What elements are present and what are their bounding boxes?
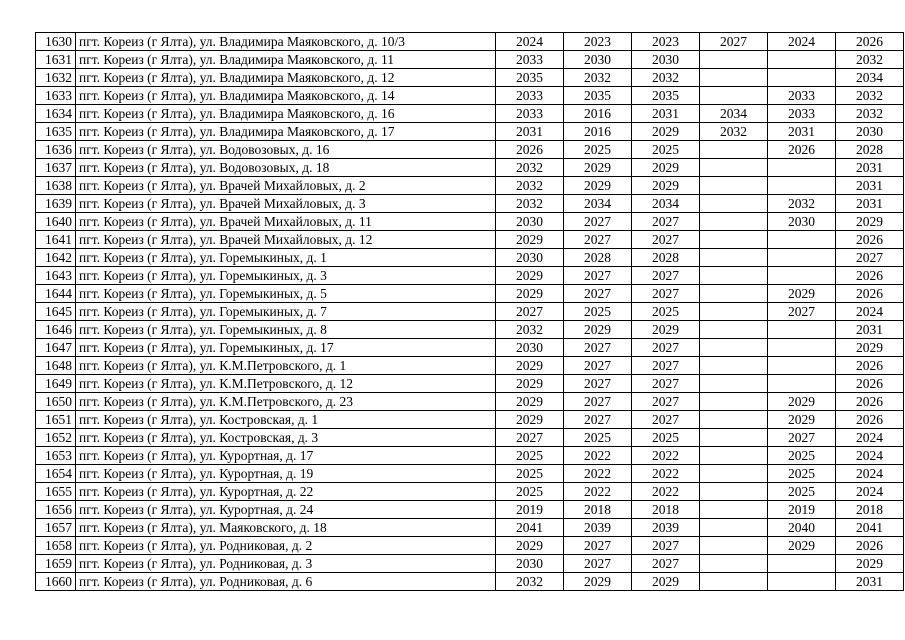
- row-year-col-1: 2033: [496, 105, 564, 123]
- row-year-col-3: 2029: [632, 123, 700, 141]
- row-year-col-4: [700, 213, 768, 231]
- table-row: [36, 33, 904, 51]
- row-number: 1655: [36, 483, 76, 501]
- row-year-col-2: 2029: [564, 159, 632, 177]
- table-body: [36, 33, 904, 591]
- table-row: [36, 249, 904, 267]
- table-row: [36, 339, 904, 357]
- row-address: пгт. Кореиз (г Ялта), ул. Горемыкиных, д. 1: [76, 249, 496, 267]
- row-year-col-2: 2032: [564, 69, 632, 87]
- row-year-col-6: 2029: [836, 339, 904, 357]
- row-address: пгт. Кореиз (г Ялта), ул. Горемыкиных, д. 17: [76, 339, 496, 357]
- row-year-col-2: 2027: [564, 537, 632, 555]
- row-year-col-3: 2039: [632, 519, 700, 537]
- row-address: пгт. Кореиз (г Ялта), ул. Горемыкиных, д. 7: [76, 303, 496, 321]
- row-year-col-1: 2029: [496, 537, 564, 555]
- row-number: 1634: [36, 105, 76, 123]
- row-year-col-6: 2026: [836, 375, 904, 393]
- row-number: 1633: [36, 87, 76, 105]
- row-number: 1654: [36, 465, 76, 483]
- table-row: [36, 51, 904, 69]
- row-year-col-3: 2029: [632, 177, 700, 195]
- row-year-col-1: 2027: [496, 429, 564, 447]
- row-year-col-4: [700, 195, 768, 213]
- row-year-col-2: 2029: [564, 573, 632, 591]
- row-year-col-3: 2027: [632, 231, 700, 249]
- row-year-col-4: [700, 555, 768, 573]
- row-year-col-2: 2027: [564, 357, 632, 375]
- row-year-col-3: 2027: [632, 267, 700, 285]
- row-year-col-2: 2029: [564, 321, 632, 339]
- row-year-col-3: 2027: [632, 357, 700, 375]
- row-year-col-5: 2027: [768, 303, 836, 321]
- row-year-col-2: 2027: [564, 285, 632, 303]
- row-year-col-3: 2027: [632, 411, 700, 429]
- row-year-col-5: 2025: [768, 465, 836, 483]
- row-address: пгт. Кореиз (г Ялта), ул. Владимира Маяковского, д. 11: [76, 51, 496, 69]
- row-year-col-5: 2032: [768, 195, 836, 213]
- row-year-col-4: [700, 357, 768, 375]
- row-number: 1658: [36, 537, 76, 555]
- row-year-col-3: 2025: [632, 429, 700, 447]
- row-year-col-1: 2029: [496, 357, 564, 375]
- row-address: пгт. Кореиз (г Ялта), ул. Костровская, д. 3: [76, 429, 496, 447]
- row-year-col-5: [768, 573, 836, 591]
- row-year-col-5: 2029: [768, 411, 836, 429]
- row-year-col-1: 2029: [496, 285, 564, 303]
- row-year-col-2: 2027: [564, 339, 632, 357]
- row-year-col-1: 2024: [496, 33, 564, 51]
- row-number: 1635: [36, 123, 76, 141]
- row-year-col-3: 2022: [632, 483, 700, 501]
- table-row: [36, 501, 904, 519]
- row-year-col-1: 2032: [496, 321, 564, 339]
- table-row: [36, 123, 904, 141]
- row-year-col-4: [700, 537, 768, 555]
- table-row: [36, 303, 904, 321]
- row-year-col-4: [700, 87, 768, 105]
- row-year-col-6: 2031: [836, 195, 904, 213]
- row-number: 1642: [36, 249, 76, 267]
- row-year-col-1: 2031: [496, 123, 564, 141]
- row-number: 1656: [36, 501, 76, 519]
- row-year-col-5: [768, 339, 836, 357]
- row-year-col-6: 2030: [836, 123, 904, 141]
- table-row: [36, 411, 904, 429]
- row-year-col-1: 2030: [496, 213, 564, 231]
- row-number: 1643: [36, 267, 76, 285]
- row-year-col-1: 2030: [496, 249, 564, 267]
- table-row: [36, 357, 904, 375]
- schedule-table-wrapper: [35, 32, 904, 591]
- row-year-col-4: [700, 375, 768, 393]
- row-year-col-2: 2016: [564, 105, 632, 123]
- row-year-col-2: 2027: [564, 213, 632, 231]
- row-year-col-5: 2040: [768, 519, 836, 537]
- table-row: [36, 321, 904, 339]
- table-row: [36, 141, 904, 159]
- row-year-col-3: 2027: [632, 213, 700, 231]
- row-year-col-1: 2029: [496, 393, 564, 411]
- row-year-col-1: 2025: [496, 447, 564, 465]
- row-year-col-2: 2030: [564, 51, 632, 69]
- row-year-col-5: 2033: [768, 105, 836, 123]
- row-year-col-3: 2027: [632, 537, 700, 555]
- row-year-col-4: 2027: [700, 33, 768, 51]
- row-year-col-4: 2032: [700, 123, 768, 141]
- row-year-col-4: [700, 465, 768, 483]
- row-address: пгт. Кореиз (г Ялта), ул. Горемыкиных, д. 3: [76, 267, 496, 285]
- row-number: 1639: [36, 195, 76, 213]
- row-year-col-1: 2029: [496, 267, 564, 285]
- row-year-col-5: [768, 249, 836, 267]
- row-year-col-2: 2027: [564, 267, 632, 285]
- row-number: 1644: [36, 285, 76, 303]
- table-row: [36, 555, 904, 573]
- row-year-col-5: 2029: [768, 537, 836, 555]
- row-year-col-1: 2019: [496, 501, 564, 519]
- row-year-col-3: 2027: [632, 339, 700, 357]
- row-year-col-3: 2027: [632, 555, 700, 573]
- row-year-col-3: 2031: [632, 105, 700, 123]
- row-address: пгт. Кореиз (г Ялта), ул. Владимира Маяковского, д. 14: [76, 87, 496, 105]
- row-year-col-4: [700, 339, 768, 357]
- row-year-col-6: 2024: [836, 465, 904, 483]
- schedule-table: [35, 32, 904, 591]
- row-year-col-6: 2026: [836, 231, 904, 249]
- row-number: 1652: [36, 429, 76, 447]
- row-year-col-2: 2022: [564, 465, 632, 483]
- row-address: пгт. Кореиз (г Ялта), ул. Владимира Маяковского, д. 16: [76, 105, 496, 123]
- row-year-col-4: [700, 483, 768, 501]
- row-address: пгт. Кореиз (г Ялта), ул. Курортная, д. 17: [76, 447, 496, 465]
- row-year-col-6: 2027: [836, 249, 904, 267]
- row-number: 1659: [36, 555, 76, 573]
- row-year-col-6: 2026: [836, 357, 904, 375]
- row-year-col-5: 2025: [768, 483, 836, 501]
- row-year-col-6: 2024: [836, 447, 904, 465]
- row-year-col-2: 2023: [564, 33, 632, 51]
- row-year-col-6: 2029: [836, 213, 904, 231]
- row-year-col-1: 2033: [496, 51, 564, 69]
- row-year-col-6: 2024: [836, 429, 904, 447]
- row-year-col-1: 2030: [496, 339, 564, 357]
- row-year-col-5: 2029: [768, 393, 836, 411]
- row-address: пгт. Кореиз (г Ялта), ул. Костровская, д. 1: [76, 411, 496, 429]
- table-row: [36, 519, 904, 537]
- row-year-col-3: 2022: [632, 465, 700, 483]
- row-year-col-6: 2026: [836, 33, 904, 51]
- row-year-col-1: 2032: [496, 573, 564, 591]
- table-row: [36, 69, 904, 87]
- row-year-col-1: 2035: [496, 69, 564, 87]
- row-year-col-2: 2022: [564, 447, 632, 465]
- row-year-col-5: [768, 321, 836, 339]
- row-year-col-6: 2031: [836, 177, 904, 195]
- row-year-col-2: 2027: [564, 393, 632, 411]
- row-year-col-5: 2025: [768, 447, 836, 465]
- row-year-col-3: 2028: [632, 249, 700, 267]
- row-year-col-4: [700, 573, 768, 591]
- row-address: пгт. Кореиз (г Ялта), ул. Родниковая, д. 2: [76, 537, 496, 555]
- row-number: 1638: [36, 177, 76, 195]
- row-year-col-4: 2034: [700, 105, 768, 123]
- row-year-col-1: 2025: [496, 465, 564, 483]
- row-year-col-6: 2026: [836, 537, 904, 555]
- table-row: [36, 267, 904, 285]
- row-number: 1646: [36, 321, 76, 339]
- row-year-col-1: 2027: [496, 303, 564, 321]
- row-year-col-5: 2027: [768, 429, 836, 447]
- row-year-col-5: [768, 555, 836, 573]
- table-row: [36, 105, 904, 123]
- row-year-col-6: 2031: [836, 573, 904, 591]
- row-year-col-6: 2032: [836, 51, 904, 69]
- table-row: [36, 87, 904, 105]
- row-year-col-4: [700, 231, 768, 249]
- row-year-col-3: 2027: [632, 375, 700, 393]
- row-year-col-1: 2026: [496, 141, 564, 159]
- row-year-col-4: [700, 447, 768, 465]
- row-address: пгт. Кореиз (г Ялта), ул. Врачей Михайловых, д. 3: [76, 195, 496, 213]
- row-year-col-3: 2027: [632, 393, 700, 411]
- row-address: пгт. Кореиз (г Ялта), ул. Владимира Маяковского, д. 17: [76, 123, 496, 141]
- row-year-col-5: 2026: [768, 141, 836, 159]
- row-number: 1649: [36, 375, 76, 393]
- row-year-col-5: [768, 69, 836, 87]
- table-row: [36, 231, 904, 249]
- table-row: [36, 465, 904, 483]
- row-year-col-1: 2029: [496, 411, 564, 429]
- row-year-col-3: 2025: [632, 141, 700, 159]
- row-address: пгт. Кореиз (г Ялта), ул. Горемыкиных, д. 5: [76, 285, 496, 303]
- row-year-col-3: 2032: [632, 69, 700, 87]
- row-number: 1641: [36, 231, 76, 249]
- row-year-col-4: [700, 285, 768, 303]
- row-address: пгт. Кореиз (г Ялта), ул. К.М.Петровского, д. 1: [76, 357, 496, 375]
- table-row: [36, 537, 904, 555]
- row-number: 1650: [36, 393, 76, 411]
- table-row: [36, 483, 904, 501]
- row-year-col-3: 2023: [632, 33, 700, 51]
- row-number: 1648: [36, 357, 76, 375]
- row-year-col-4: [700, 51, 768, 69]
- row-year-col-2: 2027: [564, 231, 632, 249]
- row-year-col-3: 2018: [632, 501, 700, 519]
- row-number: 1653: [36, 447, 76, 465]
- row-year-col-6: 2032: [836, 105, 904, 123]
- row-address: пгт. Кореиз (г Ялта), ул. К.М.Петровского, д. 12: [76, 375, 496, 393]
- row-year-col-1: 2029: [496, 231, 564, 249]
- row-year-col-4: [700, 249, 768, 267]
- row-year-col-4: [700, 69, 768, 87]
- row-year-col-1: 2030: [496, 555, 564, 573]
- row-address: пгт. Кореиз (г Ялта), ул. Водовозовых, д. 16: [76, 141, 496, 159]
- row-address: пгт. Кореиз (г Ялта), ул. Врачей Михайловых, д. 2: [76, 177, 496, 195]
- table-row: [36, 375, 904, 393]
- row-year-col-5: [768, 159, 836, 177]
- row-number: 1630: [36, 33, 76, 51]
- row-year-col-6: 2026: [836, 267, 904, 285]
- row-year-col-3: 2027: [632, 285, 700, 303]
- row-number: 1660: [36, 573, 76, 591]
- row-year-col-1: 2029: [496, 375, 564, 393]
- row-year-col-3: 2029: [632, 573, 700, 591]
- table-row: [36, 177, 904, 195]
- row-year-col-6: 2024: [836, 483, 904, 501]
- row-year-col-5: 2031: [768, 123, 836, 141]
- table-row: [36, 447, 904, 465]
- row-year-col-4: [700, 267, 768, 285]
- row-year-col-5: 2033: [768, 87, 836, 105]
- row-year-col-4: [700, 519, 768, 537]
- row-year-col-5: [768, 267, 836, 285]
- row-year-col-3: 2025: [632, 303, 700, 321]
- row-year-col-4: [700, 501, 768, 519]
- row-year-col-5: [768, 51, 836, 69]
- row-address: пгт. Кореиз (г Ялта), ул. Родниковая, д. 6: [76, 573, 496, 591]
- row-year-col-1: 2025: [496, 483, 564, 501]
- row-year-col-1: 2041: [496, 519, 564, 537]
- row-number: 1636: [36, 141, 76, 159]
- row-number: 1651: [36, 411, 76, 429]
- row-year-col-2: 2027: [564, 555, 632, 573]
- row-year-col-4: [700, 159, 768, 177]
- row-year-col-1: 2032: [496, 195, 564, 213]
- row-year-col-4: [700, 321, 768, 339]
- row-year-col-6: 2041: [836, 519, 904, 537]
- row-year-col-6: 2032: [836, 87, 904, 105]
- table-row: [36, 285, 904, 303]
- table-row: [36, 213, 904, 231]
- row-year-col-4: [700, 411, 768, 429]
- row-year-col-1: 2032: [496, 159, 564, 177]
- row-year-col-6: 2026: [836, 285, 904, 303]
- row-year-col-2: 2018: [564, 501, 632, 519]
- row-year-col-4: [700, 177, 768, 195]
- row-year-col-3: 2029: [632, 321, 700, 339]
- row-address: пгт. Кореиз (г Ялта), ул. Родниковая, д. 3: [76, 555, 496, 573]
- row-year-col-2: 2016: [564, 123, 632, 141]
- row-year-col-4: [700, 141, 768, 159]
- row-year-col-1: 2033: [496, 87, 564, 105]
- row-year-col-4: [700, 303, 768, 321]
- row-year-col-3: 2035: [632, 87, 700, 105]
- row-year-col-2: 2028: [564, 249, 632, 267]
- row-year-col-2: 2025: [564, 303, 632, 321]
- table-row: [36, 429, 904, 447]
- row-address: пгт. Кореиз (г Ялта), ул. Горемыкиных, д. 8: [76, 321, 496, 339]
- row-year-col-5: [768, 231, 836, 249]
- row-address: пгт. Кореиз (г Ялта), ул. Владимира Маяковского, д. 12: [76, 69, 496, 87]
- row-year-col-2: 2035: [564, 87, 632, 105]
- row-year-col-6: 2024: [836, 303, 904, 321]
- row-year-col-5: 2030: [768, 213, 836, 231]
- row-year-col-2: 2029: [564, 177, 632, 195]
- row-year-col-6: 2029: [836, 555, 904, 573]
- row-year-col-6: 2026: [836, 393, 904, 411]
- row-year-col-2: 2027: [564, 375, 632, 393]
- row-address: пгт. Кореиз (г Ялта), ул. Владимира Маяковского, д. 10/3: [76, 33, 496, 51]
- row-year-col-2: 2025: [564, 429, 632, 447]
- row-address: пгт. Кореиз (г Ялта), ул. Курортная, д. 22: [76, 483, 496, 501]
- row-year-col-3: 2034: [632, 195, 700, 213]
- row-year-col-2: 2022: [564, 483, 632, 501]
- row-number: 1647: [36, 339, 76, 357]
- row-year-col-6: 2031: [836, 159, 904, 177]
- row-year-col-3: 2030: [632, 51, 700, 69]
- row-year-col-5: [768, 177, 836, 195]
- row-year-col-2: 2039: [564, 519, 632, 537]
- row-year-col-1: 2032: [496, 177, 564, 195]
- row-year-col-2: 2025: [564, 141, 632, 159]
- row-year-col-6: 2018: [836, 501, 904, 519]
- row-address: пгт. Кореиз (г Ялта), ул. Врачей Михайловых, д. 12: [76, 231, 496, 249]
- row-year-col-5: [768, 357, 836, 375]
- row-address: пгт. Кореиз (г Ялта), ул. Маяковского, д. 18: [76, 519, 496, 537]
- row-number: 1640: [36, 213, 76, 231]
- row-year-col-3: 2029: [632, 159, 700, 177]
- row-year-col-3: 2022: [632, 447, 700, 465]
- row-year-col-6: 2031: [836, 321, 904, 339]
- table-row: [36, 573, 904, 591]
- row-address: пгт. Кореиз (г Ялта), ул. К.М.Петровского, д. 23: [76, 393, 496, 411]
- row-year-col-6: 2028: [836, 141, 904, 159]
- row-number: 1632: [36, 69, 76, 87]
- row-number: 1631: [36, 51, 76, 69]
- row-year-col-5: [768, 375, 836, 393]
- row-address: пгт. Кореиз (г Ялта), ул. Курортная, д. 19: [76, 465, 496, 483]
- row-year-col-4: [700, 393, 768, 411]
- table-row: [36, 393, 904, 411]
- table-row: [36, 195, 904, 213]
- table-row: [36, 159, 904, 177]
- row-number: 1637: [36, 159, 76, 177]
- row-number: 1657: [36, 519, 76, 537]
- row-year-col-4: [700, 429, 768, 447]
- row-year-col-5: 2019: [768, 501, 836, 519]
- row-address: пгт. Кореиз (г Ялта), ул. Водовозовых, д. 18: [76, 159, 496, 177]
- row-year-col-2: 2034: [564, 195, 632, 213]
- row-address: пгт. Кореиз (г Ялта), ул. Курортная, д. 24: [76, 501, 496, 519]
- row-year-col-5: 2024: [768, 33, 836, 51]
- row-year-col-6: 2034: [836, 69, 904, 87]
- row-number: 1645: [36, 303, 76, 321]
- row-year-col-2: 2027: [564, 411, 632, 429]
- row-year-col-6: 2026: [836, 411, 904, 429]
- row-year-col-5: 2029: [768, 285, 836, 303]
- row-address: пгт. Кореиз (г Ялта), ул. Врачей Михайловых, д. 11: [76, 213, 496, 231]
